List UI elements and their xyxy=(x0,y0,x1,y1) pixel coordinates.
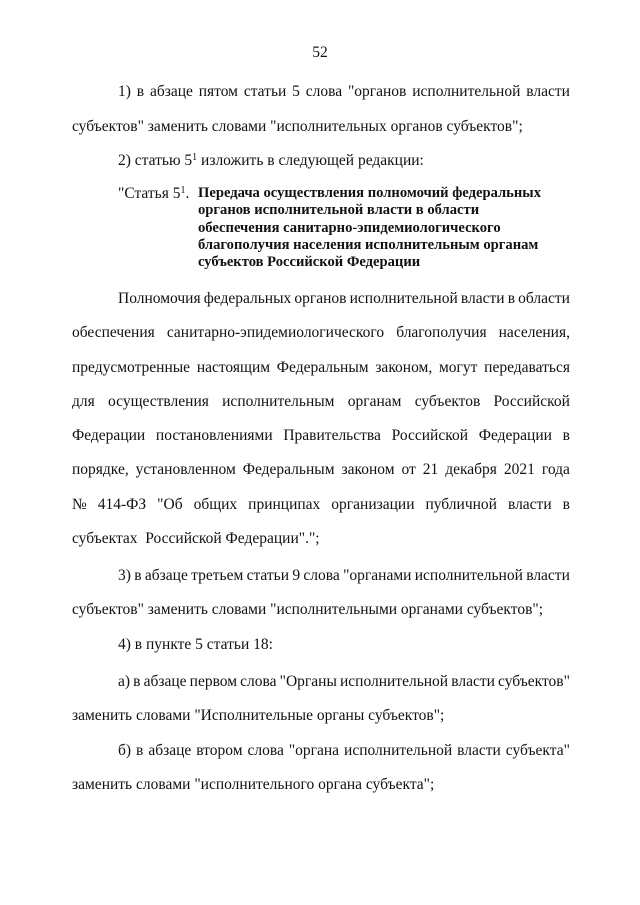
word: в xyxy=(507,290,516,307)
word: абзаце xyxy=(149,83,193,100)
word: 21 xyxy=(422,461,439,478)
paragraph-4-line-1 xyxy=(0,567,640,585)
word: исполнительной xyxy=(344,742,453,759)
word: субъектов xyxy=(414,393,481,410)
word: 5 xyxy=(292,83,300,100)
word: слова xyxy=(303,567,340,584)
word: "органа xyxy=(288,742,340,759)
word: исполнительной xyxy=(349,290,458,307)
word: для xyxy=(72,393,95,410)
word: населения, xyxy=(498,324,570,341)
word: в xyxy=(562,427,570,444)
word: Федерации xyxy=(478,427,552,444)
word: 9 xyxy=(292,567,301,584)
paragraph-7-line-1 xyxy=(0,742,640,760)
word: субъектов" xyxy=(498,673,570,690)
word: Полномочия xyxy=(118,290,201,307)
word: организации xyxy=(331,496,415,513)
word: органам xyxy=(347,393,402,410)
word: органов xyxy=(294,290,347,307)
word: третьем xyxy=(191,567,244,584)
word: в xyxy=(562,496,570,513)
word: слова xyxy=(305,83,343,100)
word: Правительства xyxy=(283,427,381,444)
word: Российской xyxy=(493,393,570,410)
word: абзаце xyxy=(148,742,192,759)
word: законом xyxy=(341,461,395,478)
paragraph-2-text-b: изложить в следующей редакции: xyxy=(197,152,424,169)
word: 1) xyxy=(118,83,131,100)
paragraph-2-text-a: 2) статью 5 xyxy=(118,152,193,169)
word: федеральных xyxy=(203,290,292,307)
paragraph-4-line-2: субъектов" заменить словами "исполнительными органами субъектов"; xyxy=(72,601,544,618)
paragraph-6-line-1 xyxy=(0,673,640,691)
word: исполнительным xyxy=(222,393,335,410)
superscript: 1 xyxy=(192,152,198,163)
word: передаваться xyxy=(484,359,570,376)
paragraph-3-line-4 xyxy=(0,393,640,411)
paragraph-3-line-2 xyxy=(0,324,640,342)
word: исполнительной xyxy=(412,83,521,100)
word: № xyxy=(72,496,87,513)
word: 3) xyxy=(118,567,131,584)
paragraph-1-line-1 xyxy=(0,83,640,101)
paragraph-1-line-2: субъектов" заменить словами "исполнительных органов субъектов"; xyxy=(72,118,523,135)
word: настоящим xyxy=(196,359,271,376)
paragraph-3-line-8: субъектах Российской Федерации"."; xyxy=(72,530,320,547)
word: Федеральным xyxy=(276,359,369,376)
word: б) xyxy=(118,742,132,759)
word: власти xyxy=(507,496,552,513)
word: субъекта" xyxy=(505,742,570,759)
word: постановлениями xyxy=(155,427,273,444)
word: "Органы xyxy=(279,673,337,690)
word: года xyxy=(541,461,570,478)
paragraph-3-line-7 xyxy=(0,496,640,514)
word: в xyxy=(133,673,141,690)
article-label-dot: . xyxy=(185,185,190,202)
word: Федерации xyxy=(72,427,146,444)
paragraph-7-line-2: заменить словами "исполнительного органа субъекта"; xyxy=(72,776,435,793)
word: власти xyxy=(460,290,505,307)
word: "Об xyxy=(157,496,183,513)
word: слова xyxy=(247,742,284,759)
word: исполнительной xyxy=(414,567,523,584)
word: предусмотренные xyxy=(72,359,191,376)
word: обеспечения xyxy=(72,324,155,341)
word: пятом xyxy=(198,83,238,100)
word: порядке, xyxy=(72,461,129,478)
word: а) xyxy=(118,673,131,690)
page-number: 52 xyxy=(312,44,328,61)
word: могут xyxy=(438,359,478,376)
word: первом xyxy=(189,673,238,690)
word: законом, xyxy=(375,359,433,376)
article-title-line: Передача осуществления полномочий федеральных xyxy=(198,185,541,201)
article-title xyxy=(198,185,568,271)
word: Российской xyxy=(391,427,468,444)
word: втором xyxy=(196,742,243,759)
word: абзаце xyxy=(144,567,188,584)
paragraph-3-line-3 xyxy=(0,359,640,377)
article-superscript: 1 xyxy=(180,185,186,196)
word: абзаце xyxy=(143,673,187,690)
word: в xyxy=(136,742,144,759)
word: статьи xyxy=(246,567,290,584)
word: "органами xyxy=(343,567,412,584)
word: в xyxy=(134,567,142,584)
word: осуществления xyxy=(108,393,209,410)
paragraph-2 xyxy=(0,152,640,170)
word: благополучия xyxy=(396,324,487,341)
word: исполнительной xyxy=(339,673,449,690)
word: в xyxy=(136,83,145,100)
word: 414-ФЗ xyxy=(97,496,147,513)
article-title-line: благополучия населения исполнительным органам xyxy=(198,236,539,253)
paragraph-5: 4) в пункте 5 статьи 18: xyxy=(118,636,273,653)
word: власти xyxy=(526,567,570,584)
word: декабря xyxy=(445,461,497,478)
article-title-line: обеспечения санитарно-эпидемиологического xyxy=(198,219,501,236)
article-title-line: органов исполнительной власти в области xyxy=(198,202,480,219)
word: "органов xyxy=(347,83,407,100)
word: власти xyxy=(526,83,570,100)
word: власти xyxy=(457,742,501,759)
word: статьи xyxy=(243,83,287,100)
paragraph-3-line-6 xyxy=(0,461,640,479)
article-label xyxy=(118,185,189,203)
paragraph-6-line-2: заменить словами "Исполнительные органы субъектов"; xyxy=(72,707,445,724)
word: общих xyxy=(193,496,238,513)
paragraph-3-line-5 xyxy=(0,427,640,445)
word: публичной xyxy=(425,496,497,513)
article-label-text: "Статья 5 xyxy=(118,185,181,202)
word: установленном xyxy=(135,461,236,478)
word: санитарно-эпидемиологического xyxy=(166,324,385,341)
word: 2021 xyxy=(503,461,535,478)
word: принципах xyxy=(248,496,321,513)
paragraph-3-line-1 xyxy=(0,290,640,308)
word: слова xyxy=(240,673,277,690)
word: Федеральным xyxy=(242,461,335,478)
word: области xyxy=(518,290,570,307)
article-title-line: субъектов Российской Федерации xyxy=(198,254,421,271)
word: от xyxy=(401,461,416,478)
word: власти xyxy=(451,673,495,690)
